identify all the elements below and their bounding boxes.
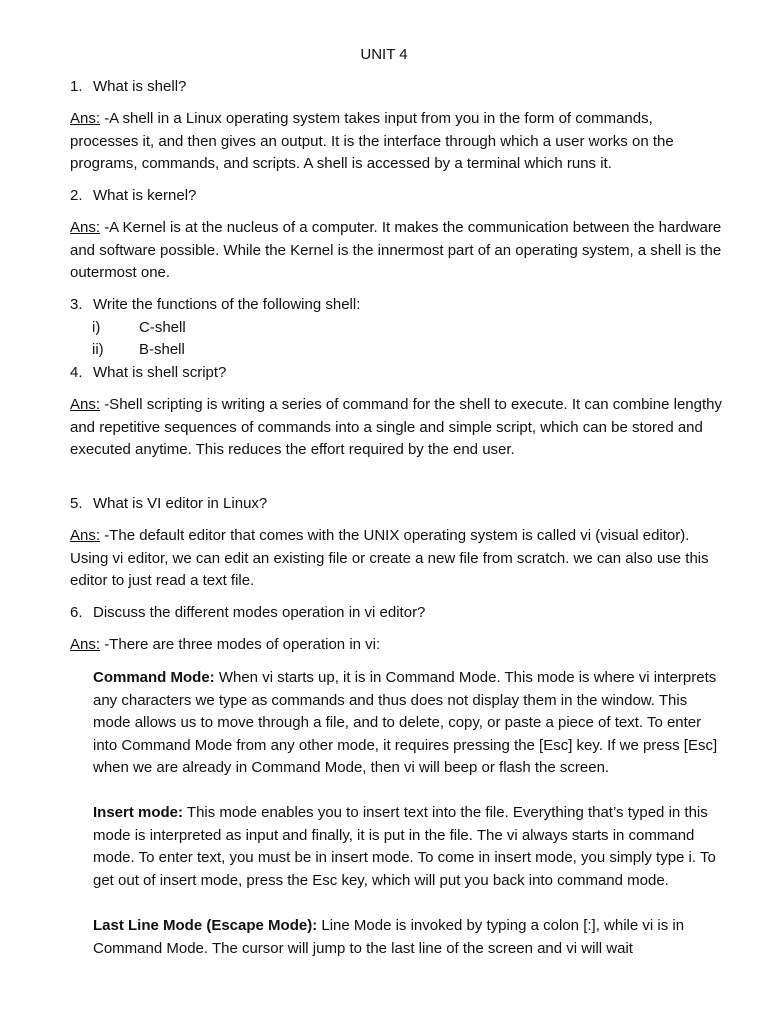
question-number: 6. xyxy=(70,604,83,621)
question-number: 3. xyxy=(70,296,83,313)
answer-text: -A shell in a Linux operating system takes input from you in the form of commands, processes it, and then gives an output. It is the interface through which a user works on the programs, commands, and scripts. A shell is accessed by a terminal which runs it. xyxy=(70,110,674,172)
answer-text: -Shell scripting is writing a series of command for the shell to execute. It can combine lengthy and repetitive sequences of commands into a single and simple script, which can be stored and executed anytime. This reduces the effort required by the end user. xyxy=(70,396,722,458)
mode-name: Insert mode: xyxy=(93,804,184,821)
question-text: What is VI editor in Linux? xyxy=(93,495,268,512)
mode-insert xyxy=(93,802,725,892)
question-2 xyxy=(70,185,196,207)
mode-name: Last Line Mode (Escape Mode): xyxy=(93,917,318,934)
question-text: What is shell? xyxy=(93,78,187,95)
mode-description: This mode enables you to insert text into the file. Everything that’s typed in this mode is interpreted as input and finally, it is put in the file. The vi always starts in command mode. To enter text, you must be in insert mode. To come in insert mode, you simply type i. To get out of insert mode, press the Esc key, which will put you back into command mode. xyxy=(93,804,716,889)
sub-item-text: B-shell xyxy=(139,341,185,358)
answer-5 xyxy=(70,525,722,593)
mode-description: When vi starts up, it is in Command Mode. This mode is where vi interprets any characters we type as commands and thus does not display them in the window. This mode allows us to move through a file, and to delete, copy, or paste a piece of text. To enter into Command Mode from any other mode, it requires pressing the [Esc] key. If we press [Esc] when we are already in Command Mode, then vi will beep or flash the screen. xyxy=(93,669,718,776)
answer-text: -A Kernel is at the nucleus of a computer. It makes the communication between the hardware and software possible. While the Kernel is the innermost part of an operating system, a shell is the outermost one. xyxy=(70,219,722,281)
answer-4 xyxy=(70,394,722,462)
question-5 xyxy=(70,493,267,515)
mode-name: Command Mode: xyxy=(93,669,215,686)
question-number: 1. xyxy=(70,78,83,95)
answer-1 xyxy=(70,108,722,176)
question-text: What is shell script? xyxy=(93,364,227,381)
answer-label: Ans: xyxy=(70,527,101,544)
page-title: UNIT 4 xyxy=(360,46,408,63)
answer-6 xyxy=(70,634,722,657)
mode-description: Line Mode is invoked by typing a colon [:], while vi is in Command Mode. The cursor will jump to the last line of the screen and vi will wait xyxy=(93,917,685,957)
sub-item-numeral: i) xyxy=(92,319,101,336)
answer-text: -The default editor that comes with the UNIX operating system is called vi (visual editor). Using vi editor, we can edit an existing file or create a new file from scratch. we can also use this editor to just read a text file. xyxy=(70,527,709,589)
sub-item-numeral: ii) xyxy=(92,341,104,358)
answer-2 xyxy=(70,217,722,285)
question-6 xyxy=(70,602,425,624)
answer-label: Ans: xyxy=(70,219,101,236)
question-number: 4. xyxy=(70,364,83,381)
sub-item-c-shell xyxy=(92,317,186,339)
question-4 xyxy=(70,362,226,384)
answer-label: Ans: xyxy=(70,110,101,127)
mode-last-line xyxy=(93,915,725,960)
question-3 xyxy=(70,294,360,316)
question-text: What is kernel? xyxy=(93,187,197,204)
question-number: 5. xyxy=(70,495,83,512)
question-text: Discuss the different modes operation in vi editor? xyxy=(93,604,426,621)
sub-item-b-shell xyxy=(92,339,185,361)
question-text: Write the functions of the following shell: xyxy=(93,296,361,313)
answer-text: -There are three modes of operation in vi: xyxy=(104,636,381,653)
sub-item-text: C-shell xyxy=(139,319,186,336)
answer-label: Ans: xyxy=(70,396,101,413)
answer-label: Ans: xyxy=(70,636,101,653)
mode-command xyxy=(93,667,725,780)
question-1 xyxy=(70,76,186,98)
question-number: 2. xyxy=(70,187,83,204)
